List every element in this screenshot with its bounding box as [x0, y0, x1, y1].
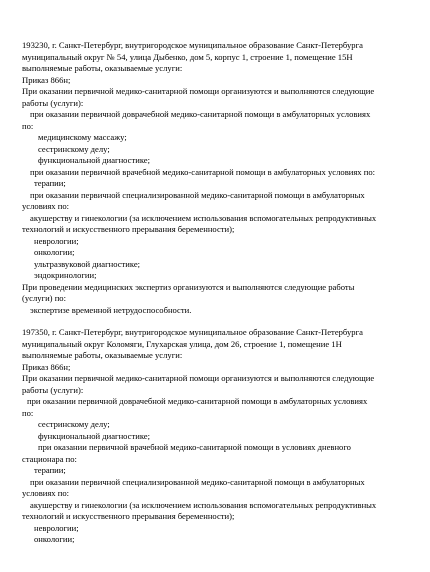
text-line: при оказании первичной специализированной медико-санитарной помощи в амбулаторных	[30, 189, 365, 200]
text-line: работы (услуги):	[22, 97, 84, 108]
text-line: эндокринологии;	[34, 270, 97, 280]
text-line: при оказании первичной врачебной медико-санитарной помощи в амбулаторных условиях по:	[30, 166, 376, 177]
address-block	[22, 40, 414, 316]
text-line: акушерству и гинекологии (за исключением использования вспомогательных репродуктивных	[30, 499, 377, 510]
text-line: неврологии;	[34, 522, 79, 533]
text-line: ультразвуковой диагностике;	[34, 258, 141, 269]
text-line: функциональной диагностике;	[38, 155, 151, 165]
text-line: терапии;	[34, 465, 66, 475]
document-page	[22, 40, 414, 546]
text-line: акушерству и гинекологии (за исключением использования вспомогательных репродуктивных	[30, 212, 377, 223]
text-line: онкологии;	[34, 534, 75, 544]
text-line: При оказании первичной медико-санитарной помощи организуются и выполняются следующие	[22, 373, 375, 383]
text-line: Приказ 866н;	[22, 361, 71, 372]
text-line: муниципальный округ Коломяги, Глухарская улица, дом 26, строение 1, помещение 1Н	[22, 338, 342, 349]
text-line: сестринскому делу;	[38, 143, 110, 154]
text-line: при оказании первичной специализированной медико-санитарной помощи в амбулаторных	[30, 476, 365, 487]
text-line: (услуги) по:	[22, 293, 66, 303]
text-line: технологий и искусственного прерывания беременности);	[22, 224, 235, 234]
text-line: неврологии;	[34, 235, 79, 246]
text-line: медицинскому массажу;	[38, 132, 127, 142]
text-line: условиях по:	[22, 201, 70, 211]
text-line: сестринскому делу;	[38, 419, 110, 429]
text-line: при оказании первичной доврачебной медико-санитарной помощи в амбулаторных условиях	[30, 109, 371, 119]
text-line: по:	[22, 407, 34, 418]
text-line: стационара по:	[22, 453, 77, 464]
text-line: 193230, г. Санкт-Петербург, внутригородское муниципальное образование Санкт-Петербурга	[22, 40, 363, 50]
text-line: при оказании первичной доврачебной медико-санитарной помощи в амбулаторных условиях	[27, 396, 368, 406]
address-block	[22, 327, 414, 546]
text-line: терапии;	[34, 178, 66, 188]
block-separator	[22, 316, 414, 327]
text-line: при оказании первичной врачебной медико-санитарной помощи в условиях дневного	[38, 442, 351, 452]
text-line: выполняемые работы, оказываемые услуги:	[22, 63, 183, 73]
text-line: функциональной диагностике;	[38, 430, 151, 441]
text-line: условиях по:	[22, 488, 70, 498]
text-line: выполняемые работы, оказываемые услуги:	[22, 350, 183, 360]
text-line: муниципальный округ № 54, улица Дыбенко, дом 5, корпус 1, строение 1, помещение 15Н	[22, 51, 353, 62]
text-line: экспертизе временной нетрудоспособности.	[30, 304, 192, 315]
document-body	[22, 40, 414, 546]
text-line: 197350, г. Санкт-Петербург, внутригородское муниципальное образование Санкт-Петербурга	[22, 327, 363, 337]
text-line: При оказании первичной медико-санитарной помощи организуются и выполняются следующие	[22, 86, 375, 96]
text-line: технологий и искусственного прерывания беременности);	[22, 511, 235, 521]
text-line: работы (услуги):	[22, 384, 84, 395]
text-line: по:	[22, 120, 34, 131]
text-line: Приказ 866н;	[22, 74, 71, 85]
text-line: При проведении медицинских экспертиз организуются и выполняются следующие работы	[22, 281, 355, 292]
text-line: онкологии;	[34, 247, 75, 257]
